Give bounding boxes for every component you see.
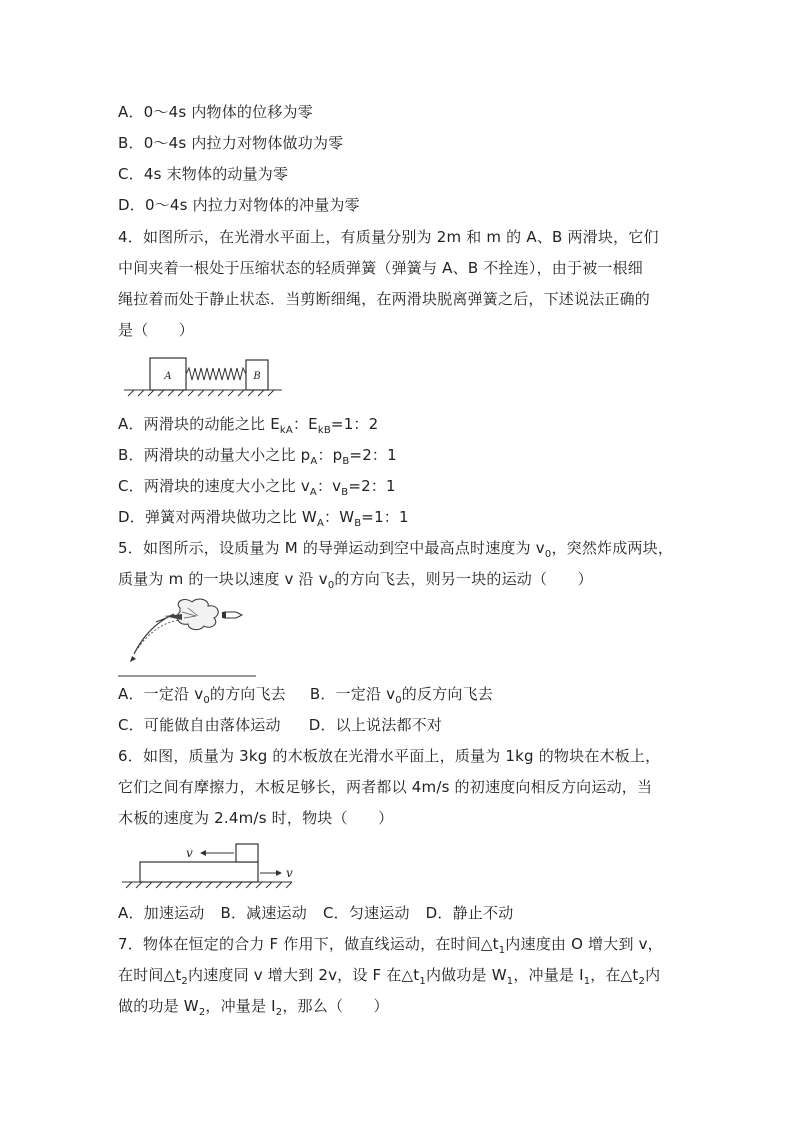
- q5-options-row-1: [118, 684, 493, 707]
- q4-stem-line-2: 中间夹着一根处于压缩状态的轻质弹簧（弹簧与 A、B 不拴连），由于被一根细: [118, 259, 643, 277]
- q4-stem-line-3: 绳拉着而处于静止状态．当剪断细绳，在两滑块脱离弹簧之后，下述说法正确的: [118, 290, 651, 308]
- label-a: A: [164, 371, 172, 382]
- front-fragment: [224, 612, 242, 618]
- missile-trajectory: [134, 614, 174, 654]
- q6-options-row: [118, 903, 513, 923]
- q4-spring-figure: [124, 356, 284, 398]
- q6-option-d: D．静止不动: [425, 904, 514, 922]
- ground-hatching: [124, 390, 282, 396]
- q4-option-b: B．两滑块的动量大小之比 $p_A$：$p_B=2$：1: [118, 446, 397, 467]
- q5-stem-line-2: 质量为 m 的一块以速度 v 沿 $v_0$的方向飞去，则另一块的运动（ ）: [118, 570, 593, 591]
- compressed-spring: [186, 368, 246, 380]
- q5-option-d: D．以上说法都不对: [308, 716, 443, 734]
- q6-board-block-figure: [122, 840, 304, 890]
- label-b: B: [253, 371, 261, 382]
- q6-option-a: A．加速运动: [118, 904, 205, 922]
- q4-option-a: A．两滑块的动能之比 $E_{kA}$：$E_{kB}=1$：2: [118, 415, 379, 436]
- q3-option-b: B．0～4s 内拉力对物体做功为零: [118, 134, 344, 152]
- q6-option-b: B．减速运动: [220, 904, 307, 922]
- q6-stem-line-3: 木板的速度为 2.4m/s 时，物块（ ）: [118, 809, 394, 827]
- explosion-cloud: [177, 599, 218, 630]
- q3-option-c: C．4s 末物体的动量为零: [118, 165, 289, 183]
- ground-hatching: [122, 882, 292, 888]
- q3-option-a: A．0～4s 内物体的位移为零: [118, 103, 313, 121]
- q5-missile-figure: [118, 598, 258, 680]
- q4-option-d: D．弹簧对两滑块做功之比 $W_A$：$W_B=1$：1: [118, 508, 409, 529]
- q6-option-c: C．匀速运动: [322, 904, 410, 922]
- q6-stem-line-2: 它们之间有摩擦力，木板足够长，两者都以 4m/s 的初速度向相反方向运动，当: [118, 778, 653, 796]
- q5-option-c: C．可能做自由落体运动: [118, 716, 281, 734]
- q5-option-b: B．一定沿 $v_0$的反方向飞去: [309, 685, 493, 706]
- block-velocity-label: v: [186, 846, 193, 860]
- q7-stem-line-3: 做的功是 $W_2$，冲量是 $I_2$，那么（ ）: [118, 997, 389, 1018]
- missile-trail-tip: [130, 656, 136, 662]
- q4-stem-line-4: 是（ ）: [118, 321, 195, 339]
- q7-stem-line-1: 7．物体在恒定的合力 F 作用下，做直线运动，在时间$\triangle t_1$内速度由 O 增大到 v，: [118, 935, 663, 956]
- q6-stem-line-1: 6．如图，质量为 3kg 的木板放在光滑水平面上，质量为 1kg 的物块在木板上，: [118, 747, 661, 765]
- q7-stem-line-2: 在时间$\triangle t_2$内速度同 v 增大到 2v，设 F 在$\triangle t_1$内做功是 $W_1$，冲量是 $I_1$，在$\triangle t_2$内: [118, 966, 661, 987]
- q4-option-c: C．两滑块的速度大小之比 $v_A$：$v_B=2$：1: [118, 477, 396, 498]
- small-block: [236, 844, 258, 862]
- q5-options-row-2: [118, 715, 442, 735]
- board-velocity-label: v: [286, 866, 293, 880]
- q5-option-a: A．一定沿 $v_0$的方向飞去: [118, 685, 286, 706]
- q4-stem-line-1: 4．如图所示，在光滑水平面上，有质量分别为 2m 和 m 的 A、B 两滑块，它们: [118, 228, 659, 246]
- q5-stem-line-1: 5．如图所示，设质量为 M 的导弹运动到空中最高点时速度为 $v_0$，突然炸成两块，: [118, 539, 674, 560]
- q3-option-d: D．0～4s 内拉力对物体的冲量为零: [118, 196, 360, 214]
- wooden-board: [140, 862, 258, 882]
